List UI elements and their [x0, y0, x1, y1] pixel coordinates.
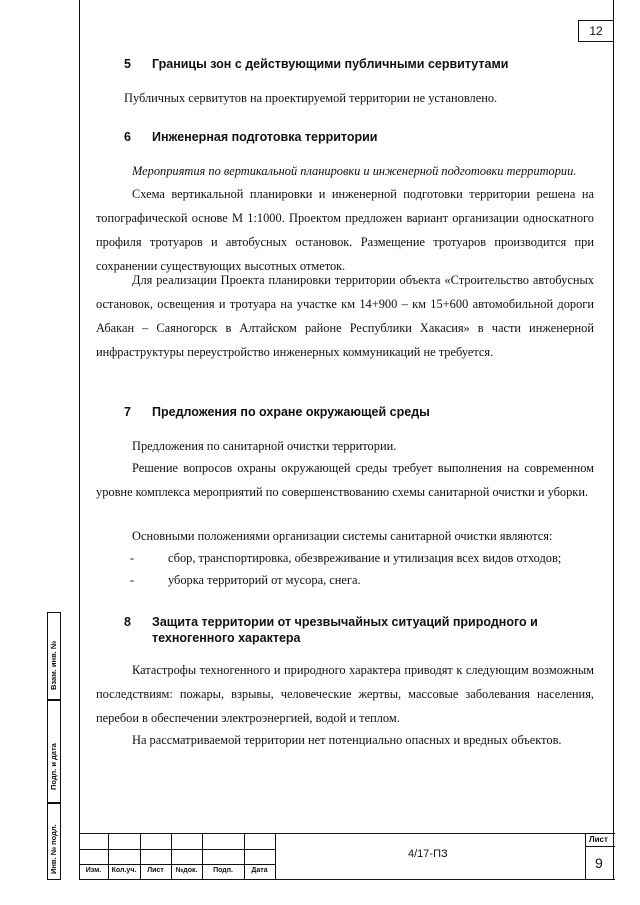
tb-col-line	[585, 833, 586, 880]
frame-bottom-border	[79, 879, 615, 880]
tb-col-data: Дата	[251, 867, 268, 874]
section-title: Инженерная подготовка территории	[152, 130, 378, 144]
bullet-text: сбор, транспортировка, обезвреживание и утилизация всех видов отходов;	[168, 551, 562, 565]
section-title: Границы зон с действующими публичными сервитутами	[152, 57, 509, 71]
page-number: 12	[589, 24, 603, 38]
tb-col-podp: Подп.	[213, 867, 233, 874]
page-number-box	[578, 20, 614, 42]
section-number: 8	[124, 615, 131, 629]
section-8-paragraph-1: Катастрофы техногенного и природного характера приводят к следующим возможным последствиям: пожары, взрывы, человеческие жертвы, массовые заболевания населения, перебои в обеспечении электроэнергией, водой и теплом.	[96, 663, 594, 725]
section-7-paragraph-2: Решение вопросов охраны окружающей среды требует выполнения на современном уровне комплекса мероприятий по совершенствованию схемы санитарной очистки и уборки.	[96, 461, 594, 499]
section-6-italic-subheading: Мероприятия по вертикальной планировки и инженерной подготовки территории.	[132, 164, 577, 178]
section-8-paragraph-2: На рассматриваемой территории нет потенциально опасных и вредных объектов.	[132, 733, 562, 747]
section-5-heading	[124, 56, 594, 72]
section-8-heading	[124, 614, 594, 648]
section-title-line-1: Защита территории от чрезвычайных ситуаций природного и	[152, 615, 538, 629]
tb-col-ndok: №док.	[175, 867, 198, 874]
section-title: Предложения по охране окружающей среды	[152, 405, 430, 419]
tb-col-line	[275, 833, 276, 880]
tb-top-line	[79, 833, 615, 834]
bullet-dash: -	[130, 573, 135, 587]
frame-left-border	[79, 0, 80, 880]
section-7-paragraph-1: Предложения по санитарной очистки территории.	[132, 439, 397, 453]
side-label-podp: Подп. и дата	[49, 743, 58, 790]
document-code: 4/17-ПЗ	[408, 848, 448, 860]
section-6-heading	[124, 129, 594, 145]
bullet-item	[130, 568, 590, 592]
section-7-paragraph-3: Основными положениями организации системы санитарной очистки являются:	[132, 529, 553, 543]
section-7-heading	[124, 404, 594, 420]
bullet-item	[130, 546, 590, 570]
tb-col-list: Лист	[147, 867, 164, 874]
section-title-line-2: техногенного характера	[152, 631, 301, 645]
side-label-vzam: Взам. инв. №	[49, 640, 58, 690]
section-5-paragraph: Публичных сервитутов на проектируемой территории не установлено.	[124, 91, 498, 105]
section-6-paragraph-1: Схема вертикальной планировки и инженерной подготовки территории решена на топографической основе М 1:1000. Проектом предложен вариант организации односкатного профиля тротуаров и автобусных остановок. Размещение тротуаров производится при сохранении существующих высотных отметок.	[96, 187, 594, 273]
section-number: 5	[124, 57, 131, 71]
sheet-label: Лист	[589, 835, 608, 844]
section-number: 7	[124, 405, 131, 419]
sheet-number: 9	[595, 855, 603, 871]
side-label-inv: Инв. № подл.	[49, 824, 58, 874]
section-6-paragraph-2: Для реализации Проекта планировки территории объекта «Строительство автобусных остановок, освещения и тротуара на участке км 14+900 – км 15+600 автомобильной дороги Абакан – Саяногорск в Алтайском районе Республики Хакасия» в части инженерной инфраструктуры переустройство инженерных коммуникаций не требуется.	[96, 273, 594, 359]
side-stamp-right-col	[60, 612, 61, 880]
tb-sheet-divider	[585, 846, 615, 847]
section-number: 6	[124, 130, 131, 144]
tb-col-izm: Изм.	[85, 867, 102, 874]
bullet-dash: -	[130, 551, 135, 565]
frame-right-border	[613, 0, 614, 880]
bullet-text: уборка территорий от мусора, снега.	[168, 573, 361, 587]
tb-col-kol: Кол.уч.	[111, 867, 137, 874]
